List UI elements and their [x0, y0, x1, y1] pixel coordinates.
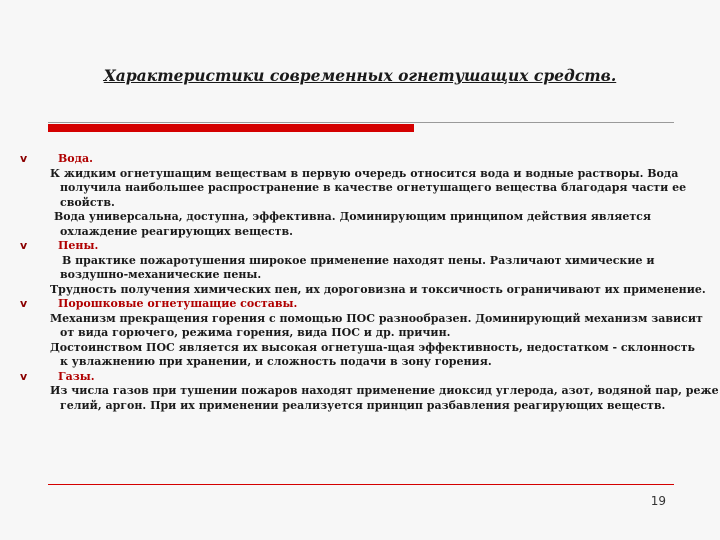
- body-line: получила наибольшее распространение в качестве огнетушащего вещества благодаря части ее: [60, 181, 687, 194]
- bullet-icon: v: [20, 369, 28, 383]
- body-line: Достоинством ПОС является их высокая огнетуша-щая эффективность, недостатком - склонность: [50, 340, 696, 354]
- body-line: Из числа газов при тушении пожаров находят применение диоксид углерода, азот, водяной пар, реже: [50, 384, 719, 397]
- section-gases: [20, 369, 719, 414]
- section-powders: [20, 297, 703, 370]
- bottom-divider-line: [48, 484, 674, 485]
- body-line: охлаждение реагирующих веществ.: [60, 224, 293, 238]
- slide-title: Характеристики современных огнетушащих средств.: [103, 66, 617, 85]
- body-line: К жидким огнетушащим веществам в первую очередь относится вода и водные растворы. Вода: [50, 166, 679, 180]
- section-heading: Порошковые огнетушащие составы.: [58, 297, 298, 310]
- body-line: Механизм прекращения горения с помощью ПОС разнообразен. Доминирующий механизм зависит: [50, 311, 703, 325]
- body-line: В практике пожаротушения широкое применение находят пены. Различают химические и: [62, 253, 655, 267]
- body-line: Трудность получения химических пен, их дороговизна и токсичность ограничивают их применение.: [50, 282, 706, 296]
- section-heading: Вода.: [58, 152, 93, 165]
- body-line: гелий, аргон. При их применении реализуется принцип разбавления реагирующих веществ.: [60, 398, 666, 412]
- slide-body: [20, 152, 719, 413]
- bullet-icon: v: [20, 152, 28, 165]
- bullet-icon: v: [20, 297, 28, 310]
- section-heading: Газы.: [58, 369, 95, 383]
- body-line: к увлажнению при хранении, и сложность подачи в зону горения.: [60, 355, 492, 368]
- body-line: Вода универсальна, доступна, эффективна. Доминирующим принципом действия является: [54, 210, 652, 223]
- section-water: [20, 152, 700, 239]
- body-line: свойств.: [60, 195, 115, 209]
- section-heading: Пены.: [58, 239, 99, 252]
- section-foams: [20, 239, 706, 297]
- bullet-icon: v: [20, 239, 28, 252]
- page-number: 19: [650, 494, 666, 508]
- top-divider-line: [48, 122, 674, 123]
- body-line: воздушно-механические пены.: [60, 268, 262, 281]
- body-line: от вида горючего, режима горения, вида ПОС и др. причин.: [60, 326, 451, 339]
- top-divider-accent: [48, 124, 414, 132]
